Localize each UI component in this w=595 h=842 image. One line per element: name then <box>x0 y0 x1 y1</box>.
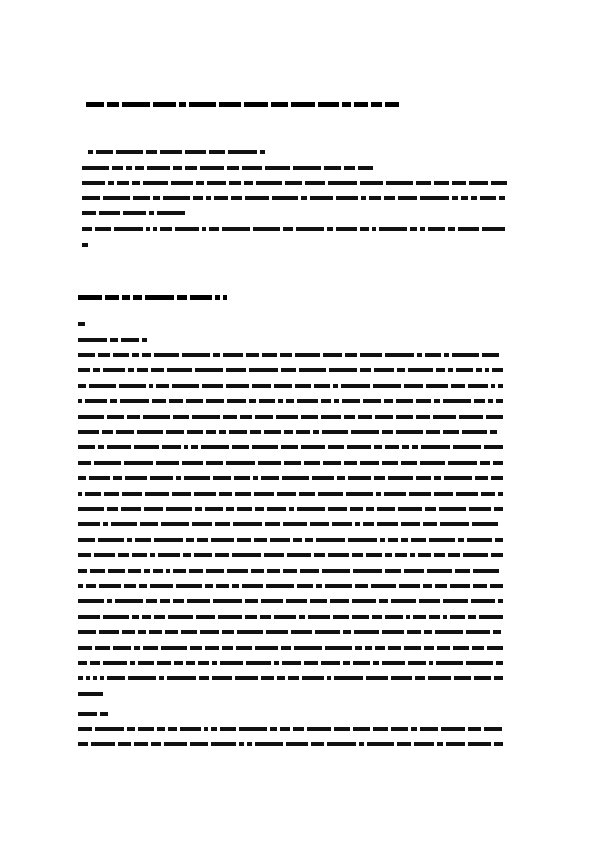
body-text-line <box>78 476 506 480</box>
body-text-line <box>78 727 506 731</box>
body-text-line <box>78 399 506 403</box>
section-title-line <box>78 295 230 299</box>
intro-text-line <box>82 181 510 185</box>
body-text-line <box>78 553 506 557</box>
body-text-line <box>78 676 506 680</box>
body-text-line <box>78 445 506 449</box>
body-text-line <box>78 415 506 419</box>
body-text-line <box>78 742 506 746</box>
body-text-line <box>78 692 106 696</box>
body-text-line <box>78 507 506 511</box>
body-text-line <box>78 615 506 619</box>
body-text-line <box>78 384 506 388</box>
body-text-line <box>78 538 506 542</box>
body-text-line <box>78 492 506 496</box>
intro-text-line <box>82 196 510 200</box>
body-text-line <box>78 430 506 434</box>
intro-text-line <box>88 150 268 154</box>
body-text-line <box>78 368 506 372</box>
body-text-line <box>78 522 506 526</box>
heading-line <box>86 102 408 106</box>
subheading-line <box>78 338 150 342</box>
body-text-line <box>78 569 506 573</box>
body-text-line <box>78 353 506 357</box>
intro-text-line <box>82 166 382 170</box>
subheading-line <box>78 322 92 326</box>
intro-text-line <box>82 243 94 247</box>
body-text-line <box>78 646 506 650</box>
intro-text-line <box>82 211 192 215</box>
body-text-line <box>78 461 506 465</box>
intro-text-line <box>82 227 510 231</box>
subheading-line <box>78 712 112 716</box>
body-text-line <box>78 584 506 588</box>
body-text-line <box>78 630 506 634</box>
body-text-line <box>78 599 506 603</box>
body-text-line <box>78 661 506 665</box>
